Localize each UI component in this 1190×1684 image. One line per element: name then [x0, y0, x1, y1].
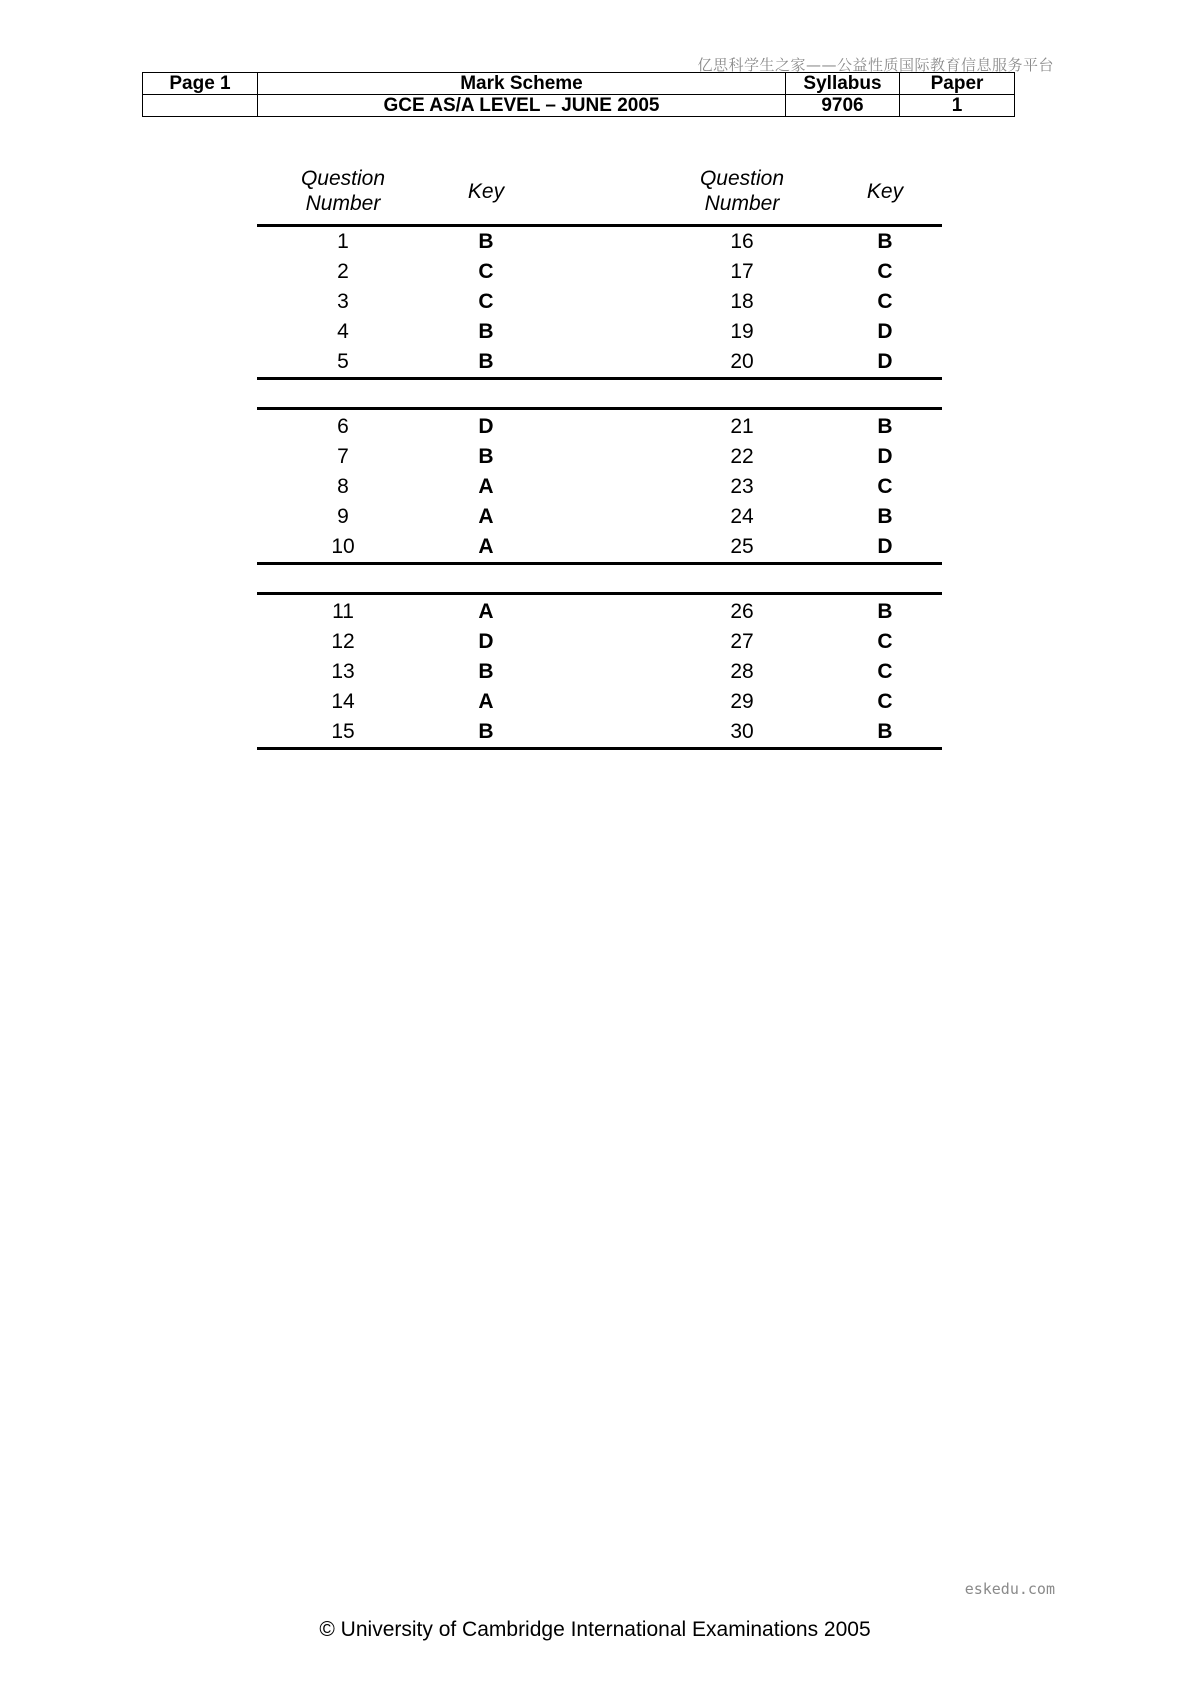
answer-key-cell: B	[877, 230, 893, 253]
question-number-cell: 24	[730, 505, 754, 528]
answer-key-cell: B	[478, 445, 494, 468]
table-row	[257, 627, 942, 657]
column-gap	[543, 594, 656, 628]
answer-key-cell: A	[478, 690, 494, 713]
table-row	[257, 502, 942, 532]
document-title: Mark Scheme	[258, 73, 786, 95]
answer-key-cell: B	[877, 505, 893, 528]
question-number-cell: 13	[331, 660, 355, 683]
column-gap	[543, 257, 656, 287]
question-number-header: Question Number	[656, 166, 828, 226]
column-gap	[543, 627, 656, 657]
separator-cell	[828, 379, 942, 409]
answer-key-body	[257, 226, 942, 749]
answer-key-cell: C	[877, 475, 893, 498]
answer-key-cell: B	[478, 660, 494, 683]
answer-key-cell: B	[478, 320, 494, 343]
answer-key-cell: D	[877, 320, 893, 343]
question-number-cell: 25	[656, 532, 828, 564]
question-number-cell: 3	[337, 290, 349, 313]
column-gap	[543, 347, 656, 379]
question-number-cell: 2	[337, 260, 349, 283]
question-number-cell: 14	[331, 690, 355, 713]
table-row	[257, 687, 942, 717]
answer-key-cell: C	[877, 290, 893, 313]
question-number-cell: 27	[730, 630, 754, 653]
answer-key-cell: B	[877, 415, 893, 438]
syllabus-value: 9706	[786, 95, 900, 117]
column-gap	[543, 502, 656, 532]
question-number-cell: 15	[257, 717, 429, 749]
question-number-cell: 23	[730, 475, 754, 498]
answer-key-cell: D	[828, 347, 942, 379]
separator-cell	[257, 564, 429, 594]
header-row-2	[143, 95, 1015, 117]
column-gap	[543, 687, 656, 717]
column-gap	[543, 317, 656, 347]
answer-key-table	[257, 166, 942, 750]
question-number-cell: 30	[656, 717, 828, 749]
table-row	[257, 257, 942, 287]
table-row	[257, 442, 942, 472]
question-number-cell: 9	[337, 505, 349, 528]
answer-key-cell: C	[877, 260, 893, 283]
group-separator	[257, 564, 942, 594]
separator-cell	[656, 379, 828, 409]
answer-key-cell: C	[877, 630, 893, 653]
answer-key-cell: C	[478, 290, 494, 313]
question-number-cell: 29	[730, 690, 754, 713]
table-row	[257, 317, 942, 347]
separator-cell	[828, 564, 942, 594]
column-gap	[543, 657, 656, 687]
answer-key-cell: D	[478, 415, 494, 438]
group-separator	[257, 379, 942, 409]
paper-value: 1	[900, 95, 1015, 117]
column-gap	[543, 409, 656, 443]
table-row	[257, 532, 942, 564]
question-number-cell: 10	[257, 532, 429, 564]
question-number-cell: 20	[656, 347, 828, 379]
separator-cell	[656, 564, 828, 594]
column-gap	[543, 717, 656, 749]
table-row	[257, 594, 942, 628]
answer-key-cell: A	[478, 475, 494, 498]
question-number-cell: 11	[332, 600, 354, 623]
key-header: Key	[828, 166, 942, 226]
question-number-cell: 18	[730, 290, 754, 313]
question-number-cell: 22	[730, 445, 754, 468]
table-row	[257, 347, 942, 379]
document-subtitle: GCE AS/A LEVEL – JUNE 2005	[258, 95, 786, 117]
column-gap	[543, 226, 656, 258]
header-row-1	[143, 73, 1015, 95]
answer-key-cell: A	[478, 505, 494, 528]
answer-key-cell: D	[877, 445, 893, 468]
paper-label: Paper	[900, 73, 1015, 95]
answer-key-cell: C	[877, 690, 893, 713]
answer-key-cell: C	[478, 260, 494, 283]
question-number-cell: 6	[337, 415, 349, 438]
table-row	[257, 657, 942, 687]
separator-cell	[543, 564, 656, 594]
answer-key-cell: C	[877, 660, 893, 683]
column-gap	[543, 532, 656, 564]
answer-key-cell: B	[429, 347, 543, 379]
question-number-cell: 1	[337, 230, 349, 253]
watermark-top: 亿思科学生之家——公益性质国际教育信息服务平台	[697, 56, 1054, 74]
question-number-cell: 5	[257, 347, 429, 379]
question-number-cell: 21	[730, 415, 754, 438]
table-row	[257, 717, 942, 749]
question-number-cell: 4	[337, 320, 349, 343]
answer-key-cell: B	[429, 717, 543, 749]
separator-cell	[429, 379, 543, 409]
column-gap	[543, 166, 656, 226]
table-row	[257, 472, 942, 502]
question-number-cell: 28	[730, 660, 754, 683]
question-number-cell: 12	[331, 630, 355, 653]
separator-cell	[429, 564, 543, 594]
question-number-header: Question Number	[257, 166, 429, 226]
separator-cell	[543, 379, 656, 409]
question-number-cell: 19	[730, 320, 754, 343]
question-number-cell: 26	[730, 600, 754, 623]
answer-key-cell: B	[877, 600, 893, 623]
table-row	[257, 287, 942, 317]
column-gap	[543, 472, 656, 502]
table-header-row	[257, 166, 942, 226]
answer-key-cell: A	[429, 532, 543, 564]
syllabus-label: Syllabus	[786, 73, 900, 95]
answer-key-cell: D	[828, 532, 942, 564]
separator-cell	[257, 379, 429, 409]
column-gap	[543, 287, 656, 317]
question-number-cell: 17	[730, 260, 754, 283]
key-header: Key	[429, 166, 543, 226]
column-gap	[543, 442, 656, 472]
header-table	[142, 72, 1015, 117]
table-row	[257, 409, 942, 443]
table-row	[257, 226, 942, 258]
answer-key-cell: B	[478, 230, 494, 253]
answer-key-cell: B	[828, 717, 942, 749]
question-number-cell: 7	[337, 445, 349, 468]
question-number-cell: 16	[730, 230, 754, 253]
empty-cell	[143, 95, 258, 117]
watermark-bottom: eskedu.com	[964, 1580, 1055, 1598]
copyright-footer: © University of Cambridge International Examinations 2005	[319, 1618, 871, 1641]
answer-key-cell: D	[478, 630, 494, 653]
answer-key-cell: A	[478, 600, 494, 623]
question-number-cell: 8	[337, 475, 349, 498]
page-label: Page 1	[143, 73, 258, 95]
